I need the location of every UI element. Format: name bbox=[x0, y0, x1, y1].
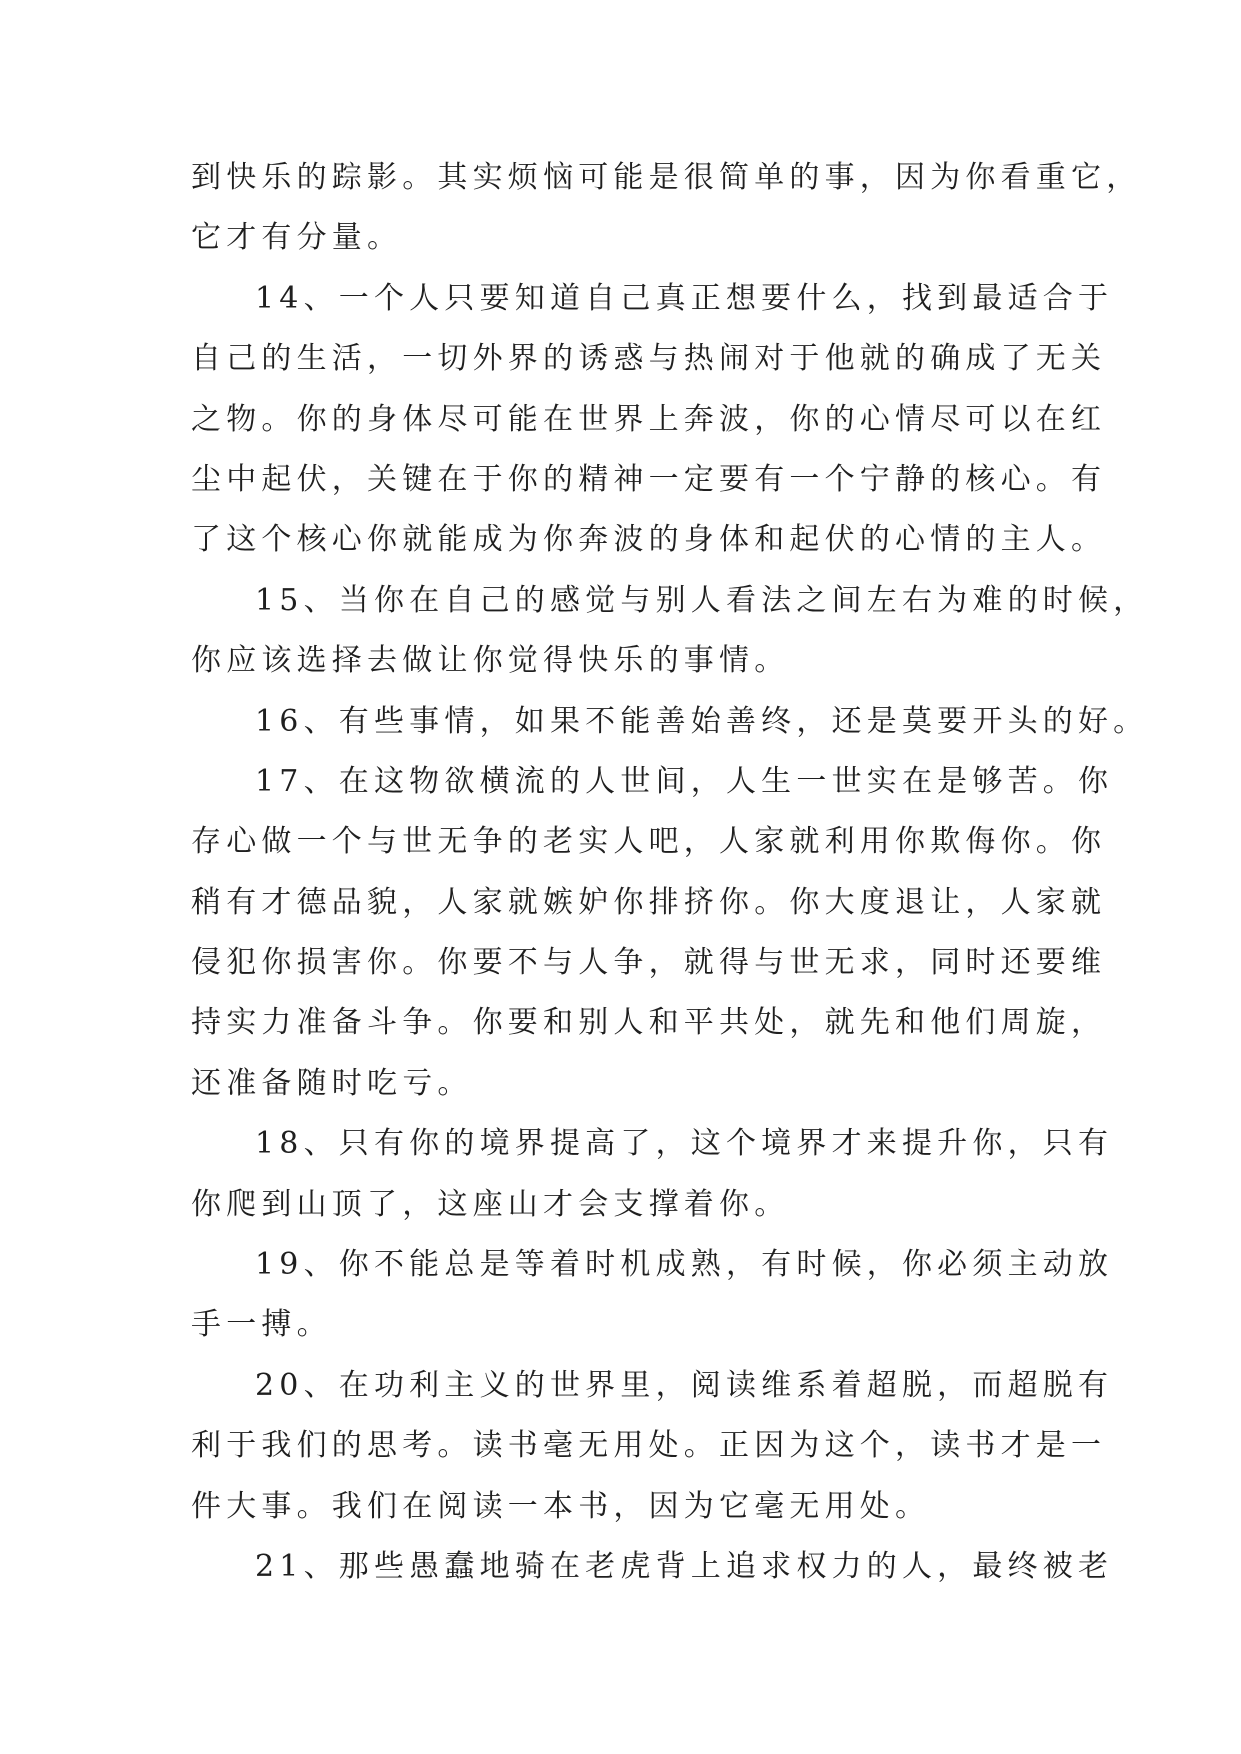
paragraph-first-line: 17、在这物欲横流的人世间，人生一世实在是够苦。你 bbox=[255, 763, 1114, 799]
text-line: 侵犯你损害你。你要不与人争，就得与世无求，同时还要维 bbox=[191, 945, 1107, 981]
paragraph-first-line: 14、一个人只要知道自己真正想要什么，找到最适合于 bbox=[255, 280, 1114, 316]
text-line: 存心做一个与世无争的老实人吧，人家就利用你欺侮你。你 bbox=[191, 824, 1107, 860]
text-line: 利于我们的思考。读书毫无用处。正因为这个，读书才是一 bbox=[191, 1428, 1107, 1464]
text-line: 到快乐的踪影。其实烦恼可能是很简单的事，因为你看重它， bbox=[191, 160, 1142, 195]
text-line: 之物。你的身体尽可能在世界上奔波，你的心情尽可以在红 bbox=[191, 401, 1107, 437]
document-body bbox=[191, 148, 1149, 1597]
text-line: 手一搏。 bbox=[191, 1307, 332, 1343]
text-line: 你爬到山顶了，这座山才会支撑着你。 bbox=[191, 1186, 790, 1222]
text-line: 尘中起伏，关键在于你的精神一定要有一个宁静的核心。有 bbox=[191, 461, 1107, 497]
paragraph-first-line: 21、那些愚蠢地骑在老虎背上追求权力的人，最终被老 bbox=[255, 1548, 1114, 1584]
text-line: 它才有分量。 bbox=[191, 220, 403, 256]
paragraph-first-line: 18、只有你的境界提高了，这个境界才来提升你，只有 bbox=[255, 1126, 1114, 1162]
paragraph-first-line: 15、当你在自己的感觉与别人看法之间左右为难的时候， bbox=[255, 582, 1149, 618]
paragraph-first-line: 16、有些事情，如果不能善始善终，还是莫要开头的好。 bbox=[255, 703, 1149, 739]
text-line: 你应该选择去做让你觉得快乐的事情。 bbox=[191, 643, 790, 679]
text-line: 还准备随时吃亏。 bbox=[191, 1065, 473, 1101]
text-line: 自己的生活，一切外界的诱惑与热闹对于他就的确成了无关 bbox=[191, 341, 1107, 377]
text-line: 了这个核心你就能成为你奔波的身体和起伏的心情的主人。 bbox=[191, 522, 1107, 558]
text-line: 稍有才德品貌，人家就嫉妒你排挤你。你大度退让，人家就 bbox=[191, 884, 1107, 920]
paragraph-first-line: 20、在功利主义的世界里，阅读维系着超脱，而超脱有 bbox=[255, 1367, 1114, 1403]
text-line: 持实力准备斗争。你要和别人和平共处，就先和他们周旋， bbox=[191, 1005, 1107, 1041]
paragraph-first-line: 19、你不能总是等着时机成熟，有时候，你必须主动放 bbox=[255, 1247, 1114, 1283]
text-line: 件大事。我们在阅读一本书，因为它毫无用处。 bbox=[191, 1488, 931, 1524]
